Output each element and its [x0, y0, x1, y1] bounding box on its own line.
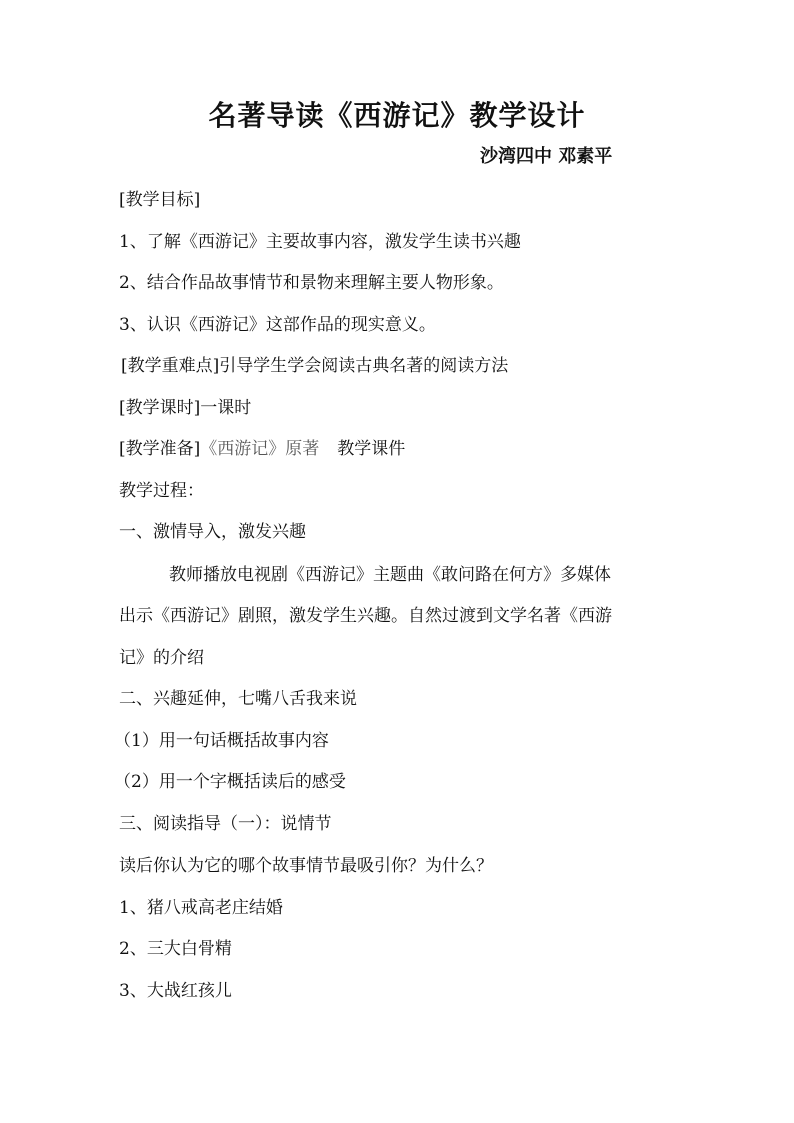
plot-item-2: 2、三大白骨精: [119, 939, 232, 959]
paragraph-line-1: 教师播放电视剧《西游记》主题曲《敢问路在何方》多媒体: [169, 565, 611, 585]
preparation-label: [教学准备]: [119, 439, 201, 459]
objective-item-1: 1、了解《西游记》主要故事内容，激发学生读书兴趣: [119, 232, 521, 252]
objective-item-2: 2、结合作品故事情节和景物来理解主要人物形象。: [119, 273, 504, 293]
plot-item-3: 3、大战红孩儿: [119, 981, 232, 1001]
preparation-book: 《西游记》原著: [200, 439, 320, 459]
paragraph-line-2: 出示《西游记》剧照，激发学生兴趣。自然过渡到文学名著《西游: [119, 606, 612, 626]
step-three-heading: 三、阅读指导（一）：说情节: [119, 814, 332, 834]
step-two-item-1: （1）用一句话概括故事内容: [114, 731, 329, 751]
document-author: 沙湾四中 邓素平: [480, 146, 613, 167]
preparation-courseware: 教学课件: [337, 439, 406, 459]
plot-item-1: 1、猪八戒高老庄结婚: [119, 898, 283, 918]
document-title: 名著导读《西游记》教学设计: [208, 99, 586, 132]
preparation-line: [119, 435, 405, 463]
step-one-heading: 一、激情导入，激发兴趣: [119, 522, 306, 542]
section-heading-objectives: [教学目标]: [119, 190, 201, 210]
paragraph-line-3: 记》的介绍: [119, 648, 204, 668]
step-two-item-2: （2）用一个字概括读后的感受: [114, 772, 346, 792]
class-hours-line: [教学课时]一课时: [119, 398, 252, 418]
key-difficulty-line: [教学重难点]引导学生学会阅读古典名著的阅读方法: [121, 356, 509, 376]
teaching-process-heading: 教学过程：: [119, 481, 204, 501]
question-line: 读后你认为它的哪个故事情节最吸引你？为什么？: [119, 856, 493, 876]
step-two-heading: 二、兴趣延伸，七嘴八舌我来说: [119, 689, 357, 709]
objective-item-3: 3、认识《西游记》这部作品的现实意义。: [119, 315, 436, 335]
